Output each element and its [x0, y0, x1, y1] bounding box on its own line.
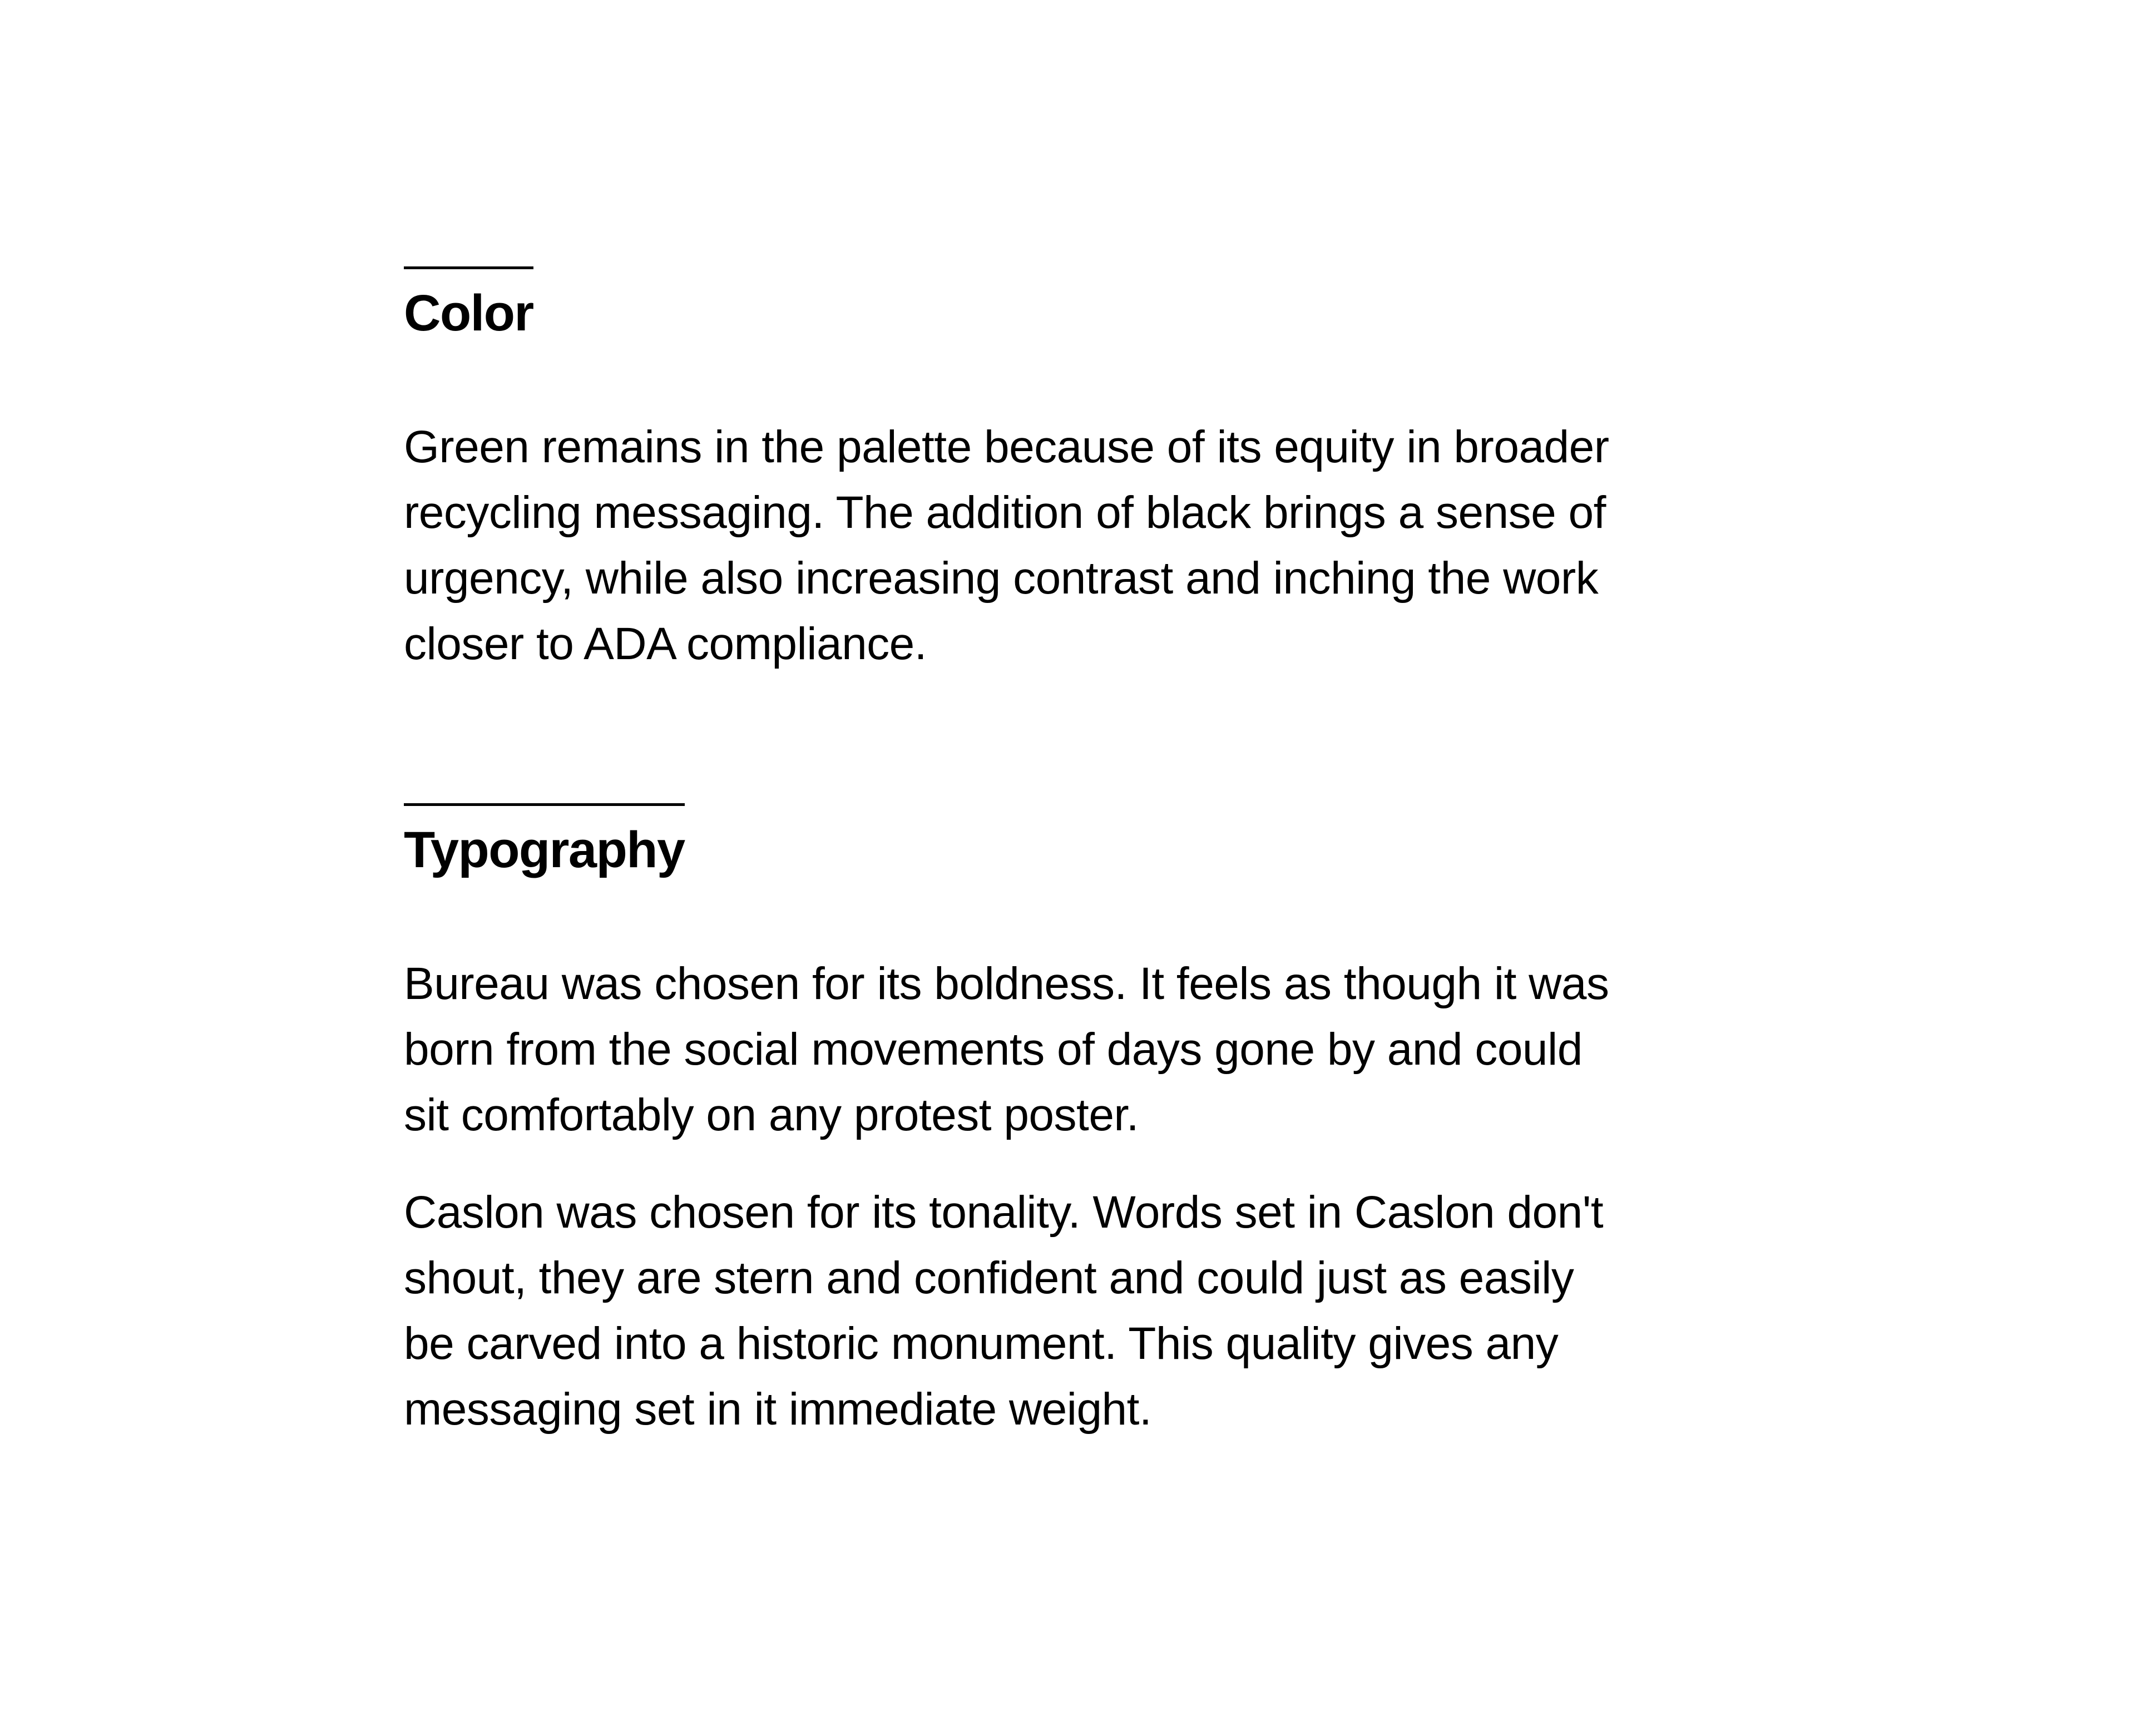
text-line: recycling messaging. The addition of black brings a sense of — [404, 487, 1606, 538]
typography-paragraph-bureau — [404, 951, 2136, 1148]
text-line: born from the social movements of days gone by and could — [404, 1024, 1583, 1075]
text-line: closer to ADA compliance. — [404, 619, 927, 669]
text-line: be carved into a historic monument. This quality gives any — [404, 1318, 1559, 1369]
color-paragraph — [404, 414, 2136, 677]
text-line: Caslon was chosen for its tonality. Words set in Caslon don't — [404, 1187, 1604, 1238]
text-line: Green remains in the palette because of its equity in broader — [404, 422, 1609, 472]
typography-section-heading — [404, 803, 2136, 879]
text-line: sit comfortably on any protest poster. — [404, 1090, 1139, 1140]
section-typography — [404, 803, 2136, 1442]
section-title: Typography — [404, 803, 685, 879]
section-color — [404, 266, 2136, 677]
text-line: messaging set in it immediate weight. — [404, 1384, 1152, 1435]
section-title: Color — [404, 266, 533, 343]
color-section-heading — [404, 266, 2136, 343]
text-line: Bureau was chosen for its boldness. It feels as though it was — [404, 958, 1609, 1009]
typography-paragraph-caslon — [404, 1180, 2136, 1442]
text-line: urgency, while also increasing contrast and inching the work — [404, 553, 1599, 604]
text-line: shout, they are stern and confident and could just as easily — [404, 1253, 1574, 1303]
